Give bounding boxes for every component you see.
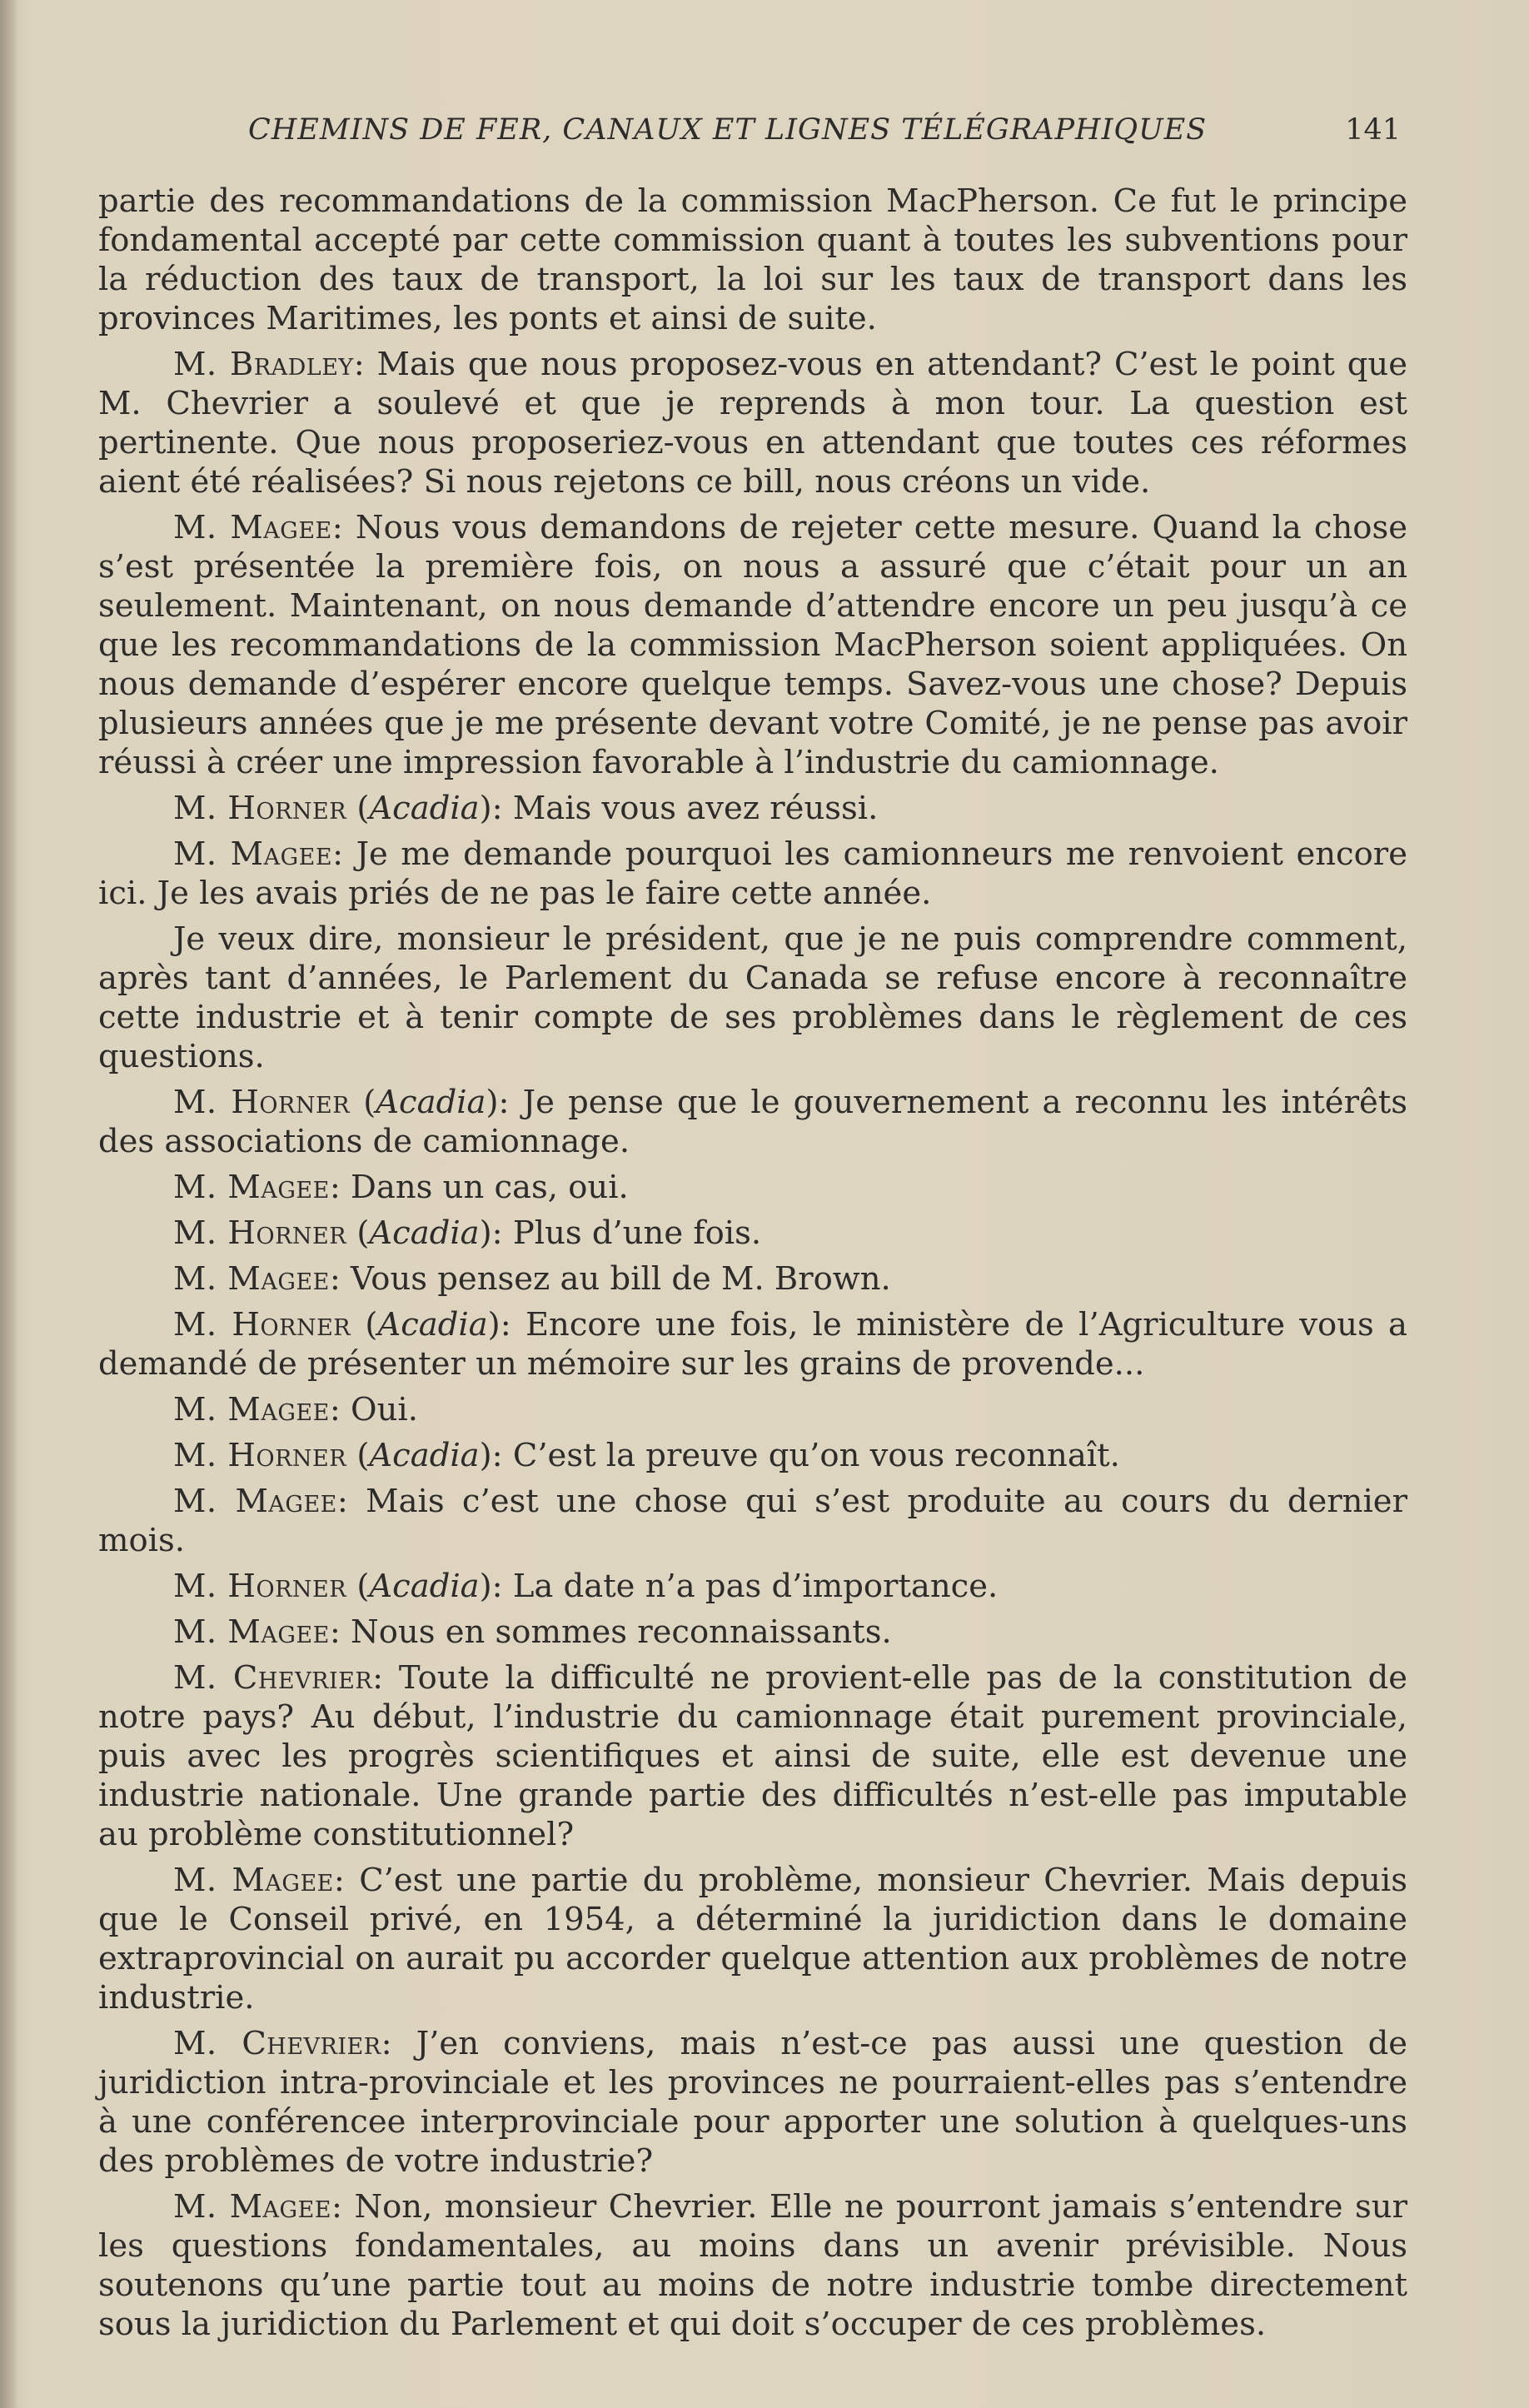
paragraph: M. Horner (Acadia): C’est la preuve qu’on vous reconnaît. — [173, 1437, 1120, 1474]
speaker-riding: Acadia — [369, 790, 480, 827]
paragraph: M. Horner (Acadia): Mais vous avez réussi. — [173, 790, 879, 827]
paragraph: M. Horner (Acadia): La date n’a pas d’importance. — [173, 1568, 999, 1605]
speaker-name: M. Magee — [173, 1260, 330, 1298]
paragraph-text: Nous en sommes reconnaissants. — [351, 1613, 892, 1651]
paragraph-text: Nous vous demandons de rejeter cette mesure. Quand la chose s’est présentée la première fois, on nous a assuré que c’était pour un an seulement. Maintenant, on nous demande d’attendre encore un peu jusqu’à ce que les recommandations de la commission MacPherson soient appliquées. On nous demande d’espérer encore quelque temps. Savez-vous une chose? Depuis plusieurs années que je me présente devant votre Comité, je ne pense pas avoir réussi à créer une impression favorable à l’industrie du camionnage. — [98, 509, 1407, 781]
paragraph-text: Toute la difficulté ne provient-elle pas de la constitution de notre pays? Au début, l’industrie du camionnage était purement provinciale, puis avec les progrès scientifiques et ainsi de suite, elle est devenue une industrie nationale. Une grande partie des difficultés n’est-elle pas imputable au problème constitutionnel? — [98, 1659, 1407, 1853]
speaker-riding: Acadia — [369, 1568, 480, 1605]
speaker-name: M. Horner — [173, 1084, 351, 1121]
paragraph-text: La date n’a pas d’importance. — [512, 1568, 999, 1605]
speaker-riding: Acadia — [369, 1437, 480, 1474]
paragraph: M. Magee: Mais c’est une chose qui s’est produite au cours du dernier mois. — [98, 1483, 1407, 1559]
running-header — [248, 113, 1406, 157]
body-text — [98, 182, 1407, 2351]
paragraph: M. Bradley: Mais que nous proposez-vous en attendant? C’est le point que M. Chevrier a soulevé et que je reprends à mon tour. La question est pertinente. Que nous proposeriez-vous en attendant que toutes ces réformes aient été réalisées? Si nous rejetons ce bill, nous créons un vide. — [98, 346, 1407, 501]
paragraph: M. Magee: Dans un cas, oui. — [173, 1169, 629, 1206]
speaker-riding: Acadia — [376, 1084, 486, 1121]
speaker-name: M. Bradley — [173, 346, 354, 383]
speaker-name: M. Chevrier — [173, 1659, 373, 1697]
paragraph-text: Plus d’une fois. — [512, 1214, 762, 1252]
paragraph: M. Horner (Acadia): Encore une fois, le ministère de l’Agriculture vous a demandé de présenter un mémoire sur les grains de provende... — [98, 1306, 1407, 1383]
paragraph-text: C’est une partie du problème, monsieur Chevrier. Mais depuis que le Conseil privé, en 1954, a déterminé la juridiction dans le domaine extraprovincial on aurait pu accorder quelque attention aux problèmes de notre industrie. — [98, 1862, 1407, 2017]
paragraph-text: C’est la preuve qu’on vous reconnaît. — [512, 1437, 1120, 1474]
speaker-name: M. Horner — [173, 1568, 347, 1605]
speaker-riding: Acadia — [377, 1306, 488, 1344]
speaker-name: M. Horner — [173, 1437, 347, 1474]
speaker-name: M. Magee — [173, 835, 333, 873]
paragraph-text: Dans un cas, oui. — [351, 1169, 629, 1206]
paragraph — [98, 920, 1407, 1076]
speaker-name: M. Magee — [173, 509, 332, 546]
paragraph-text: Encore une fois, le ministère de l’Agriculture vous a demandé de présenter un mémoire sur les grains de provende... — [98, 1306, 1407, 1383]
speaker-name: M. Magee — [173, 1483, 337, 1520]
paragraph: M. Magee: Oui. — [173, 1391, 418, 1428]
paragraph: M. Chevrier: Toute la difficulté ne provient-elle pas de la constitution de notre pays? Au début, l’industrie du camionnage était purement provinciale, puis avec les progrès scientifiques et ainsi de suite, elle est devenue une industrie nationale. Une grande partie des difficultés n’est-elle pas imputable au problème constitutionnel? — [98, 1659, 1407, 1853]
page-binding-edge — [0, 0, 18, 2408]
paragraph — [98, 182, 1407, 338]
running-title: CHEMINS DE FER, CANAUX ET LIGNES TÉLÉGRAPHIQUES — [248, 113, 1208, 147]
paragraph-text: Mais que nous proposez-vous en attendant? C’est le point que M. Chevrier a soulevé et que je reprends à mon tour. La question est pertinente. Que nous proposeriez-vous en attendant que toutes ces réformes aient été réalisées? Si nous rejetons ce bill, nous créons un vide. — [98, 346, 1407, 501]
paragraph-text: Non, monsieur Chevrier. Elle ne pourront jamais s’entendre sur les questions fondamentales, au moins dans un avenir prévisible. Nous soutenons qu’une partie tout au moins de notre industrie tombe directement sous la juridiction du Parlement et qui doit s’occuper de ces problèmes. — [98, 2188, 1407, 2343]
speaker-name: M. Magee — [173, 2188, 332, 2226]
page-number: 141 — [1345, 113, 1401, 147]
paragraph-text: J’en conviens, mais n’est-ce pas aussi une question de juridiction intra-provinciale et les provinces ne pourraient-elles pas s’entendre à une conférencee interprovinciale pour apporter une solution à quelques-uns des problèmes de votre industrie? — [98, 2025, 1407, 2180]
paragraph-text: Oui. — [351, 1391, 418, 1428]
paragraph-text: Je pense que le gouvernement a reconnu les intérêts des associations de camionnage. — [98, 1084, 1407, 1160]
paragraph-text: Mais c’est une chose qui s’est produite au cours du dernier mois. — [98, 1483, 1407, 1559]
speaker-name: M. Magee — [173, 1613, 330, 1651]
paragraph-text: Mais vous avez réussi. — [512, 790, 879, 827]
paragraph: M. Magee: Je me demande pourquoi les camionneurs me renvoient encore ici. Je les avais priés de ne pas le faire cette année. — [98, 835, 1407, 912]
speaker-name: M. Horner — [173, 790, 347, 827]
speaker-name: M. Horner — [173, 1306, 351, 1344]
paragraph: M. Horner (Acadia): Plus d’une fois. — [173, 1214, 762, 1252]
paragraph-text: partie des recommandations de la commission MacPherson. Ce fut le principe fondamental accepté par cette commission quant à toutes les subventions pour la réduction des taux de transport, la loi sur les taux de transport dans les provinces Maritimes, les ponts et ainsi de suite. — [98, 182, 1407, 337]
paragraph: M. Magee: Vous pensez au bill de M. Brown. — [173, 1260, 891, 1298]
speaker-name: M. Chevrier — [173, 2025, 381, 2062]
paragraph: M. Chevrier: J’en conviens, mais n’est-ce pas aussi une question de juridiction intra-provinciale et les provinces ne pourraient-elles pas s’entendre à une conférencee interprovinciale pour apporter une solution à quelques-uns des problèmes de votre industrie? — [98, 2025, 1407, 2180]
speaker-riding: Acadia — [369, 1214, 480, 1252]
paragraph: M. Magee: C’est une partie du problème, monsieur Chevrier. Mais depuis que le Conseil privé, en 1954, a déterminé la juridiction dans le domaine extraprovincial on aurait pu accorder quelque attention aux problèmes de notre industrie. — [98, 1862, 1407, 2017]
speaker-name: M. Magee — [173, 1169, 330, 1206]
speaker-name: M. Magee — [173, 1862, 334, 1899]
paragraph: M. Magee: Nous en sommes reconnaissants. — [173, 1613, 892, 1651]
paragraph-text: Je me demande pourquoi les camionneurs me renvoient encore ici. Je les avais priés de ne pas le faire cette année. — [98, 835, 1407, 912]
paragraph: M. Horner (Acadia): Je pense que le gouvernement a reconnu les intérêts des associations de camionnage. — [98, 1084, 1407, 1160]
speaker-name: M. Horner — [173, 1214, 347, 1252]
speaker-name: M. Magee — [173, 1391, 330, 1428]
paragraph-text: Vous pensez au bill de M. Brown. — [351, 1260, 891, 1298]
paragraph: M. Magee: Non, monsieur Chevrier. Elle ne pourront jamais s’entendre sur les questions fondamentales, au moins dans un avenir prévisible. Nous soutenons qu’une partie tout au moins de notre industrie tombe directement sous la juridiction du Parlement et qui doit s’occuper de ces problèmes. — [98, 2188, 1407, 2343]
paragraph: M. Magee: Nous vous demandons de rejeter cette mesure. Quand la chose s’est présentée la première fois, on nous a assuré que c’était pour un an seulement. Maintenant, on nous demande d’attendre encore un peu jusqu’à ce que les recommandations de la commission MacPherson soient appliquées. On nous demande d’espérer encore quelque temps. Savez-vous une chose? Depuis plusieurs années que je me présente devant votre Comité, je ne pense pas avoir réussi à créer une impression favorable à l’industrie du camionnage. — [98, 509, 1407, 781]
paragraph-text: Je veux dire, monsieur le président, que je ne puis comprendre comment, après tant d’années, le Parlement du Canada se refuse encore à reconnaître cette industrie et à tenir compte de ses problèmes dans le règlement de ces questions. — [98, 920, 1407, 1075]
